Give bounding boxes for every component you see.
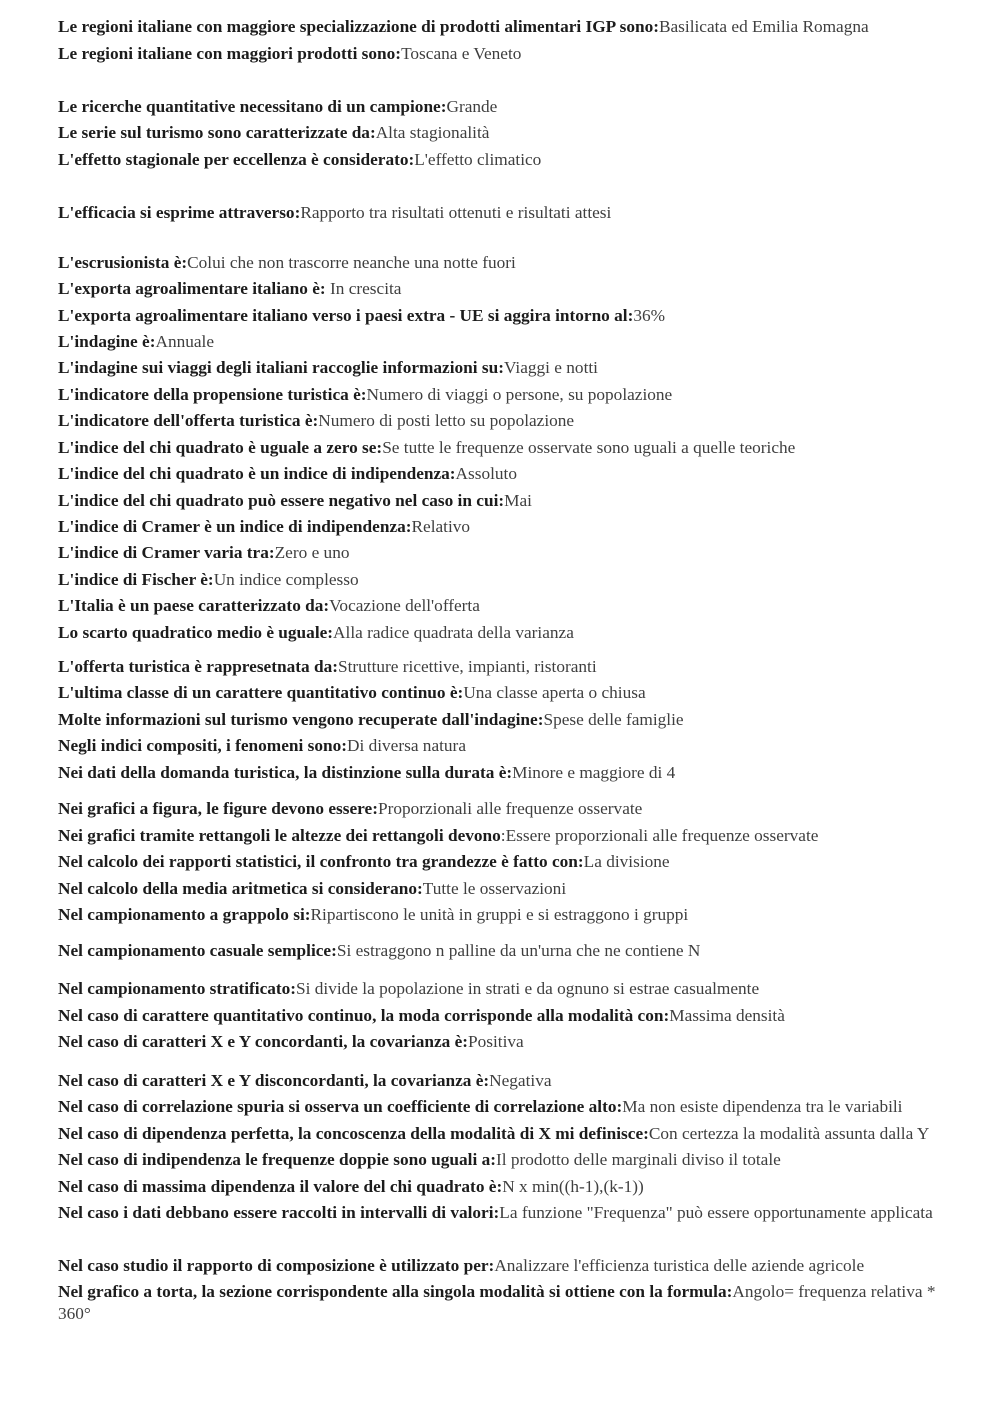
- answer-text: Vocazione dell'offerta: [329, 596, 480, 615]
- question-text: L'exporta agroalimentare italiano è:: [58, 279, 326, 298]
- question-text: Nel caso di dipendenza perfetta, la concoscenza della modalità di X mi definisce:: [58, 1124, 649, 1143]
- question-text: Nel campionamento casuale semplice:: [58, 941, 337, 960]
- qa-entry: [58, 149, 950, 171]
- question-text: Le ricerche quantitative necessitano di un campione:: [58, 97, 447, 116]
- qa-entry: [58, 735, 950, 757]
- question-text: Nel calcolo dei rapporti statistici, il confronto tra grandezze è fatto con:: [58, 852, 584, 871]
- answer-text: Mai: [504, 491, 532, 510]
- question-text: Nel caso i dati debbano essere raccolti in intervalli di valori:: [58, 1203, 500, 1222]
- qa-entry: [58, 1281, 950, 1325]
- answer-text: Angolo= frequenza relativa * 360°: [58, 1282, 936, 1323]
- question-text: L'escrusionista è:: [58, 253, 188, 272]
- qa-entry: [58, 96, 950, 118]
- qa-entry: [58, 682, 950, 704]
- answer-text: Con certezza la modalità assunta dalla Y: [648, 1124, 930, 1143]
- answer-text: Minore e maggiore di 4: [512, 763, 676, 782]
- question-text: L'offerta turistica è rappresetnata da:: [58, 657, 338, 676]
- answer-text: Un indice complesso: [213, 570, 359, 589]
- question-text: L'indicatore della propensione turistica è:: [58, 385, 367, 404]
- question-text: L'indagine è:: [58, 332, 156, 351]
- answer-text: Analizzare l'efficienza turistica delle aziende agricole: [494, 1256, 865, 1275]
- answer-text: Tutte le osservazioni: [422, 879, 567, 898]
- answer-text: :Essere proporzionali alle frequenze osservate: [500, 826, 819, 845]
- question-text: L'indice di Cramer varia tra:: [58, 543, 275, 562]
- answer-text: Massima densità: [669, 1006, 785, 1025]
- qa-entry: [58, 122, 950, 144]
- question-text: Nel caso studio il rapporto di composizione è utilizzato per:: [58, 1256, 495, 1275]
- qa-entry: [58, 252, 950, 274]
- qa-entry: [58, 1202, 950, 1224]
- answer-text: Si divide la popolazione in strati e da ognuno si estrae casualmente: [296, 979, 760, 998]
- answer-text: Colui che non trascorre neanche una notte fuori: [187, 253, 516, 272]
- question-text: L'effetto stagionale per eccellenza è considerato:: [58, 150, 415, 169]
- qa-entry: [58, 278, 950, 300]
- qa-entry: [58, 463, 950, 485]
- question-text: Nel campionamento stratificato:: [58, 979, 297, 998]
- answer-text: Di diversa natura: [346, 736, 466, 755]
- answer-text: Assoluto: [455, 464, 518, 483]
- answer-text: Una classe aperta o chiusa: [463, 683, 646, 702]
- qa-entry: [58, 622, 950, 644]
- answer-text: Positiva: [468, 1032, 524, 1051]
- question-text: L'indice di Fischer è:: [58, 570, 214, 589]
- answer-text: Alla radice quadrata della varianza: [333, 623, 574, 642]
- qa-entry: [58, 709, 950, 731]
- qa-entry: [58, 410, 950, 432]
- question-text: Nei grafici a figura, le figure devono essere:: [58, 799, 378, 818]
- answer-text: N x min((h-1),(k-1)): [502, 1177, 644, 1196]
- qa-entry: [58, 202, 950, 224]
- question-text: L'efficacia si esprime attraverso:: [58, 203, 301, 222]
- answer-text: Numero di viaggi o persone, su popolazione: [366, 385, 673, 404]
- question-text: Nel caso di indipendenza le frequenze doppie sono uguali a:: [58, 1150, 497, 1169]
- qa-entry: [58, 656, 950, 678]
- answer-text: In crescita: [325, 279, 402, 298]
- qa-entry: [58, 1176, 950, 1198]
- answer-text: Rapporto tra risultati ottenuti e risultati attesi: [300, 203, 612, 222]
- question-text: Molte informazioni sul turismo vengono recuperate dall'indagine:: [58, 710, 544, 729]
- question-text: L'ultima classe di un carattere quantitativo continuo è:: [58, 683, 464, 702]
- question-text: Le regioni italiane con maggiore specializzazione di prodotti alimentari IGP sono:: [58, 17, 659, 36]
- qa-entry: [58, 595, 950, 617]
- qa-entry: [58, 357, 950, 379]
- answer-text: Ripartiscono le unità in gruppi e si estraggono i gruppi: [310, 905, 689, 924]
- answer-text: Se tutte le frequenze osservate sono uguali a quelle teoriche: [382, 438, 796, 457]
- answer-text: Viaggi e notti: [503, 358, 598, 377]
- qa-entry: [58, 978, 950, 1000]
- question-text: Le serie sul turismo sono caratterizzate da:: [58, 123, 376, 142]
- answer-text: Ma non esiste dipendenza tra le variabili: [622, 1097, 903, 1116]
- qa-entry: [58, 569, 950, 591]
- question-text: Nel caso di carattere quantitativo continuo, la moda corrisponde alla modalità con:: [58, 1006, 670, 1025]
- answer-text: Alta stagionalità: [375, 123, 490, 142]
- qa-entry: [58, 798, 950, 820]
- question-text: L'indice di Cramer è un indice di indipendenza:: [58, 517, 412, 536]
- qa-entry: [58, 1005, 950, 1027]
- qa-entry: [58, 825, 950, 847]
- qa-entry: [58, 1096, 950, 1118]
- qa-entry: [58, 904, 950, 926]
- question-text: L'indagine sui viaggi degli italiani raccoglie informazioni su:: [58, 358, 504, 377]
- qa-entry: [58, 1031, 950, 1053]
- question-text: Nel caso di correlazione spuria si osserva un coefficiente di correlazione alto:: [58, 1097, 623, 1116]
- answer-text: Numero di posti letto su popolazione: [318, 411, 575, 430]
- qa-entry: [58, 490, 950, 512]
- answer-text: La funzione "Frequenza" può essere opportunamente applicata: [499, 1203, 933, 1222]
- question-text: Nel grafico a torta, la sezione corrispondente alla singola modalità si ottiene con la formula:: [58, 1282, 733, 1301]
- answer-text: Si estraggono n palline da un'urna che ne contiene N: [336, 941, 701, 960]
- qa-entry: [58, 305, 950, 327]
- answer-text: Il prodotto delle marginali diviso il totale: [496, 1150, 781, 1169]
- qa-entry: [58, 1149, 950, 1171]
- answer-text: Zero e uno: [274, 543, 350, 562]
- question-text: Nei grafici tramite rettangoli le altezze dei rettangoli devono: [58, 826, 501, 845]
- answer-text: 36%: [633, 306, 666, 325]
- answer-text: L'effetto climatico: [414, 150, 542, 169]
- answer-text: Spese delle famiglie: [543, 710, 684, 729]
- question-text: L'indice del chi quadrato è un indice di indipendenza:: [58, 464, 456, 483]
- question-text: Nei dati della domanda turistica, la distinzione sulla durata è:: [58, 763, 513, 782]
- answer-text: Annuale: [155, 332, 215, 351]
- qa-entry: [58, 1255, 950, 1277]
- qa-entry: [58, 384, 950, 406]
- question-text: Nel caso di caratteri X e Y disconcordanti, la covarianza è:: [58, 1071, 490, 1090]
- qa-entry: [58, 43, 950, 65]
- question-text: Nel caso di massima dipendenza il valore del chi quadrato è:: [58, 1177, 503, 1196]
- qa-entry: [58, 762, 950, 784]
- answer-text: Negativa: [489, 1071, 552, 1090]
- answer-text: Proporzionali alle frequenze osservate: [377, 799, 643, 818]
- answer-text: Relativo: [411, 517, 471, 536]
- qa-entry: [58, 331, 950, 353]
- answer-text: Basilicata ed Emilia Romagna: [658, 17, 869, 36]
- question-text: L'indice del chi quadrato può essere negativo nel caso in cui:: [58, 491, 505, 510]
- qa-entry: [58, 437, 950, 459]
- question-text: L'indicatore dell'offerta turistica è:: [58, 411, 319, 430]
- answer-text: Toscana e Veneto: [401, 44, 522, 63]
- question-text: Negli indici compositi, i fenomeni sono:: [58, 736, 347, 755]
- qa-entry: [58, 1123, 950, 1145]
- question-text: Lo scarto quadratico medio è uguale:: [58, 623, 334, 642]
- answer-text: Strutture ricettive, impianti, ristoranti: [337, 657, 597, 676]
- qa-entry: [58, 1070, 950, 1092]
- qa-entry: [58, 16, 950, 38]
- qa-entry: [58, 516, 950, 538]
- qa-entry: [58, 851, 950, 873]
- question-text: L'exporta agroalimentare italiano verso i paesi extra - UE si aggira intorno al:: [58, 306, 634, 325]
- question-text: Nel calcolo della media aritmetica si considerano:: [58, 879, 423, 898]
- question-text: L'indice del chi quadrato è uguale a zero se:: [58, 438, 383, 457]
- answer-text: Grande: [446, 97, 498, 116]
- question-text: L'Italia è un paese caratterizzato da:: [58, 596, 330, 615]
- question-text: Nel caso di caratteri X e Y concordanti, la covarianza è:: [58, 1032, 468, 1051]
- question-text: Le regioni italiane con maggiori prodotti sono:: [58, 44, 402, 63]
- qa-entry: [58, 878, 950, 900]
- qa-entry: [58, 940, 950, 962]
- answer-text: La divisione: [583, 852, 670, 871]
- question-text: Nel campionamento a grappolo si:: [58, 905, 311, 924]
- qa-entry: [58, 542, 950, 564]
